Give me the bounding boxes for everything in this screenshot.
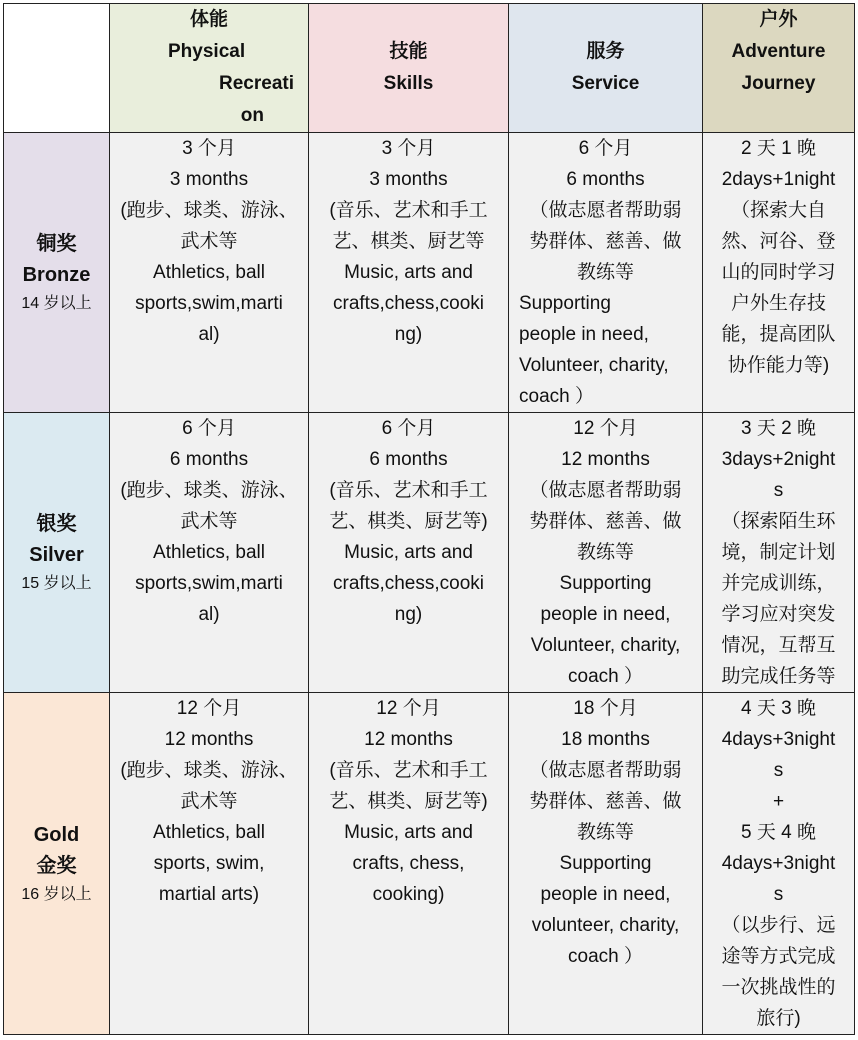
silver-physical-line: sports,swim,marti <box>135 573 283 594</box>
row-gold <box>4 693 855 1035</box>
gold-physical <box>110 693 309 1035</box>
silver-service-line: （做志愿者帮助弱 <box>529 480 682 501</box>
silver-adventure-line: 3 天 2 晚 <box>741 418 816 439</box>
bronze-skills-line: ng) <box>394 324 423 345</box>
silver-service-line: people in need, <box>540 604 671 625</box>
silver-physical-line: al) <box>198 604 220 625</box>
bronze-adventure-line: 能，提高团队 <box>721 324 836 345</box>
silver-physical-line: (跑步、球类、游泳、 <box>120 480 298 501</box>
bronze-service-line: 教练等 <box>576 262 634 283</box>
bronze-service-line: Volunteer, charity, <box>519 355 669 376</box>
gold-adventure-line: （以步行、远 <box>721 915 836 936</box>
bronze-service <box>509 133 703 413</box>
silver-adventure-line: 学习应对突发 <box>721 604 836 625</box>
gold-skills-line: 12 months <box>364 729 453 750</box>
bronze-label-zh: 铜奖 <box>36 232 77 255</box>
gold-service-line: 18 个月 <box>573 698 638 719</box>
bronze-skills-line: crafts,chess,cooki <box>333 293 484 314</box>
header-skills <box>309 4 509 133</box>
silver-skills-line: 6 个月 <box>381 418 436 439</box>
silver-service-line: 教练等 <box>576 542 634 563</box>
silver-service <box>509 413 703 693</box>
gold-skills-line: cooking) <box>372 884 445 905</box>
bronze-adventure-line: 2 天 1 晚 <box>741 138 816 159</box>
gold-adventure-line: + <box>772 791 785 812</box>
silver-skills-line: Music, arts and <box>344 542 473 563</box>
bronze-service-line: Supporting <box>519 293 611 314</box>
gold-adventure-line: s <box>773 884 784 905</box>
header-physical <box>110 4 309 133</box>
gold-adventure-line: 途等方式完成 <box>721 946 836 967</box>
gold-service-line: Supporting <box>559 853 652 874</box>
header-row <box>4 4 855 133</box>
silver-service-line: 12 months <box>561 449 650 470</box>
silver-adventure-line: 助完成任务等 <box>721 666 836 687</box>
bronze-skills-line: 艺、棋类、厨艺等 <box>332 231 485 252</box>
silver-label-en: Silver <box>29 543 84 566</box>
gold-skills-line: 艺、棋类、厨艺等) <box>329 791 488 812</box>
gold-service-line: 势群体、慈善、做 <box>529 791 682 812</box>
gold-label-en: Gold <box>33 823 80 846</box>
row-silver <box>4 413 855 693</box>
bronze-physical-line: 3 个月 <box>182 138 236 159</box>
bronze-adventure-line: 山的同时学习 <box>721 262 836 283</box>
gold-skills-line: Music, arts and <box>344 822 473 843</box>
bronze-physical-line: 武术等 <box>180 231 238 252</box>
silver-service-line: Supporting <box>559 573 652 594</box>
gold-adventure-line: 4days+3night <box>721 853 836 874</box>
row-bronze <box>4 133 855 413</box>
gold-service-line: people in need, <box>540 884 671 905</box>
bronze-service-line: coach ） <box>519 386 594 407</box>
gold-label <box>4 693 110 1035</box>
silver-physical-line: 6 个月 <box>182 418 236 439</box>
gold-service-line: volunteer, charity, <box>531 915 680 936</box>
gold-physical-line: (跑步、球类、游泳、 <box>120 760 298 781</box>
gold-skills-line: crafts, chess, <box>352 853 465 874</box>
gold-adventure-line: 4days+3night <box>721 729 836 750</box>
header-skills-zh: 技能 <box>389 41 428 62</box>
bronze-physical-line: al) <box>198 324 220 345</box>
header-adventure-zh: 户外 <box>759 9 798 30</box>
gold-physical-line: Athletics, ball <box>153 822 265 843</box>
silver-adventure <box>703 413 855 693</box>
silver-label-zh: 银奖 <box>36 512 77 535</box>
silver-physical-line: Athletics, ball <box>153 542 265 563</box>
bronze-adventure <box>703 133 855 413</box>
header-service <box>509 4 703 133</box>
header-service-zh: 服务 <box>586 41 625 62</box>
gold-physical-line: 12 个月 <box>176 698 242 719</box>
header-physical-en-2: Recreati <box>219 73 294 94</box>
silver-service-line: coach ） <box>568 666 643 687</box>
silver-adventure-line: s <box>773 480 784 501</box>
bronze-skills <box>309 133 509 413</box>
silver-physical-line: 6 months <box>169 449 249 470</box>
gold-skills <box>309 693 509 1035</box>
gold-adventure <box>703 693 855 1035</box>
gold-age: 16 岁以上 <box>21 885 92 903</box>
gold-physical-line: sports, swim, <box>153 853 265 874</box>
bronze-skills-line: 3 months <box>369 169 448 190</box>
bronze-service-line: people in need, <box>519 324 649 345</box>
silver-service-line: Volunteer, charity, <box>530 635 681 656</box>
header-physical-en-3: on <box>240 105 264 126</box>
gold-adventure-line: 5 天 4 晚 <box>741 822 816 843</box>
gold-service-line: coach ） <box>568 946 643 967</box>
header-adventure <box>703 4 855 133</box>
silver-skills-line: crafts,chess,cooki <box>333 573 484 594</box>
silver-adventure-line: 情况，互帮互 <box>721 635 836 656</box>
header-adventure-en-1: Adventure <box>731 41 826 62</box>
bronze-age: 14 岁以上 <box>21 294 92 312</box>
gold-physical-line: martial arts) <box>158 884 260 905</box>
bronze-skills-line: Music, arts and <box>344 262 473 283</box>
gold-skills-line: 12 个月 <box>376 698 441 719</box>
header-adventure-en-2: Journey <box>741 73 816 94</box>
header-service-en: Service <box>571 73 640 94</box>
bronze-label-en: Bronze <box>22 263 91 286</box>
gold-adventure-line: 旅行) <box>756 1008 801 1029</box>
gold-service-line: 教练等 <box>576 822 634 843</box>
header-physical-en-1: Physical <box>168 41 246 62</box>
bronze-adventure-line: 然、河谷、登 <box>721 231 836 252</box>
header-physical-zh: 体能 <box>189 9 228 30</box>
silver-skills-line: ng) <box>394 604 423 625</box>
bronze-physical-line: 3 months <box>169 169 249 190</box>
bronze-physical-line: Athletics, ball <box>153 262 265 283</box>
gold-adventure-line: s <box>773 760 784 781</box>
silver-adventure-line: 3days+2night <box>721 449 836 470</box>
gold-physical-line: 12 months <box>164 729 254 750</box>
bronze-adventure-line: 2days+1night <box>721 169 836 190</box>
bronze-physical-line: (跑步、球类、游泳、 <box>120 200 298 221</box>
header-corner <box>4 4 110 133</box>
gold-skills-line: (音乐、艺术和手工 <box>329 760 488 781</box>
gold-service-line: （做志愿者帮助弱 <box>529 760 682 781</box>
silver-skills-line: 6 months <box>369 449 448 470</box>
bronze-skills-line: 3 个月 <box>381 138 436 159</box>
silver-physical <box>110 413 309 693</box>
gold-adventure-line: 4 天 3 晚 <box>741 698 816 719</box>
bronze-service-line: 势群体、慈善、做 <box>529 231 682 252</box>
bronze-adventure-line: 户外生存技 <box>730 293 826 314</box>
bronze-adventure-line: （探索大自 <box>730 200 826 221</box>
gold-physical-line: 武术等 <box>180 791 238 812</box>
gold-adventure-line: 一次挑战性的 <box>721 977 836 998</box>
gold-service-line: 18 months <box>561 729 650 750</box>
silver-service-line: 12 个月 <box>573 418 638 439</box>
silver-skills <box>309 413 509 693</box>
silver-adventure-line: 境，制定计划 <box>721 542 836 563</box>
bronze-physical-line: sports,swim,marti <box>135 293 283 314</box>
bronze-service-line: 6 个月 <box>578 138 633 159</box>
silver-age: 15 岁以上 <box>21 574 92 592</box>
silver-skills-line: (音乐、艺术和手工 <box>329 480 488 501</box>
silver-service-line: 势群体、慈善、做 <box>529 511 682 532</box>
bronze-skills-line: (音乐、艺术和手工 <box>329 200 488 221</box>
gold-label-zh: 金奖 <box>36 854 77 877</box>
bronze-physical <box>110 133 309 413</box>
silver-label <box>4 413 110 693</box>
award-table <box>3 3 855 1035</box>
header-skills-en: Skills <box>383 73 434 94</box>
bronze-service-line: 6 months <box>566 169 645 190</box>
bronze-adventure-line: 协作能力等) <box>727 355 830 376</box>
silver-adventure-line: 并完成训练， <box>721 573 836 594</box>
gold-service <box>509 693 703 1035</box>
bronze-service-line: （做志愿者帮助弱 <box>529 200 682 221</box>
silver-adventure-line: （探索陌生环 <box>721 511 836 532</box>
bronze-label <box>4 133 110 413</box>
silver-physical-line: 武术等 <box>180 511 238 532</box>
silver-skills-line: 艺、棋类、厨艺等) <box>329 511 488 532</box>
